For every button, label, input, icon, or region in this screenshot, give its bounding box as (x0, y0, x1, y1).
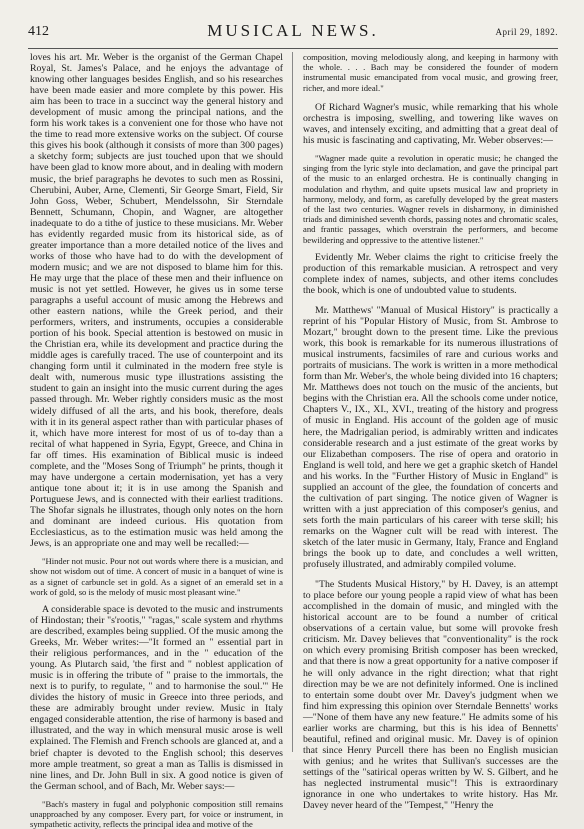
block-quote: "Bach's mastery in fugal and polyphonic composition still remains unapproached by any composer. Every part, for voice or instrument, in sympathetic activity, reflects the principal idea and motive of the (30, 798, 283, 829)
issue-date: April 29, 1892. (495, 27, 558, 37)
left-column (30, 52, 284, 829)
column-divider (292, 52, 293, 752)
article-paragraph: Mr. Matthews' "Manual of Musical History" is practically a reprint of his "Popular History of Music, from St. Ambrose to Mozart," brought down to the present time. Like the previous work, this book is remarkable for its numerous illustrations of musical instruments, facsimiles of rare and curious works and portraits of musicians. The work is written in a more methodical form than Mr. Weber's, the whole being divided into 16 chapters; Mr. Matthews does not touch on the music of the ancients, but begins with the Christian era. All the schools come under notice, Chapters V., IX., XI., XVI., treating of the history and progress of music in England. His account of the golden age of music here, the Madrigalian period, is admirably written and indicates considerable research and a just estimate of the great works by our Elizabethan composers. The rise of opera and oratorio in England is well told, and here we get a graphic sketch of Handel and his works. In the "Further History of Music in England" is supplied an account of the glee, the foundation of concerts and the cultivation of part singing. The notice given of Wagner is written with a just appreciation of this composer's genius, and sets forth the main particulars of his career with terse skill; his remarks on the Wagner cult will be read with interest. The sketch of the later music in Germany, Italy, France and England brings the book up to date, and concludes a well written, profusely illustrated, and admirably compiled volume. (303, 305, 558, 571)
page-number: 412 (28, 24, 49, 39)
article-paragraph: A considerable space is devoted to the music and instruments of Hindostan; their "s'rootis," "ragas," scale system and rhythms are described, examples being supplied. Of the music among the Greeks, Mr. Weber writes:—"It formed an " essential part in their religious performances, and in the " education of the young. As Plutarch said, 'the first and " noblest application of music is in offering the tribute of " praise to the immortals, the next is to purify, to regulate, " and to harmonise the soul.'" He divides the history of music in Greece into three periods, and these are admirably brought under review. Music in Italy engaged considerable attention, the rise of harmony is based and illustrated, and the way in which mensural music arose is well explained. The Flemish and French schools are glanced at, and a brief chapter is devoted to the English school; this deserves more ample treatment, so great a man as Tallis is dismissed in nine lines, and Dr. John Bull in six. A good notice is given of the German school, and of Bach, Mr. Weber says:— (30, 603, 284, 792)
page-header (28, 21, 558, 47)
header-rule (28, 48, 558, 49)
block-quote: "Hinder not music. Pour not out words where there is a musician, and show not wisdom out of time. A concert of music in a banquet of wine is as a signet of carbuncle set in gold. As a signet of an emerald set in a work of gold, so is the melody of music most pleasant wine." (30, 556, 283, 597)
masthead-title: MUSICAL NEWS. (207, 21, 379, 40)
article-paragraph: loves his art. Mr. Weber is the organist of the German Chapel Royal, St. James's Palace, and he enjoys the advantage of knowing other languages besides English, and so his researches have been made easier and more complete by this power. His aim has been to trace in a succinct way the general history and development of music among the principal nations, and the form his work takes is a convenient one for those who have not the time to read more extensive works on the subject. Of course this gives his book (although it consists of more than 300 pages) a sketchy form; subjects are just touched upon that we should have been glad to know more about, and in dealing with modern music, the brief paragraphs he devotes to such men as Rossini, Cherubini, Auber, Arne, Clementi, Sir George Smart, Field, Sir John Goss, Weber, Schubert, Mendelssohn, Sir Sterndale Bennett, Schumann, Chopin, and Wagner, are altogether inadequate to do a tithe of justice to these musicians. Mr. Weber has evidently regarded music from its historical side, as of greater importance than a more detailed notice of the lives and works of those who have had to do with the development of modern music; and we are not disposed to blame him for this. He may urge that the place of these men and their influence on music is not yet settled. However, he gives us in some terse paragraphs a useful account of music among the Hebrews and other eastern nations, while the Greek period, and their performers, writers, and instruments, occupies a considerable portion of his book. Special attention is bestowed on music in the Christian era, while its development and practice during the middle ages is carefully traced. The use of counterpoint and its changing form until it culminated in the modern free style is dealt with, numerous music type illustrations assisting the student to gain an insight into the music current during the ages passed through. Mr. Weber rightly considers music as the most widely diffused of all the arts, and his book, therefore, deals with it in its general aspect rather than with particular phases of it, which have more interest for most of us of to-day than a recital of what happened in Syria, Egypt, Greece, and China in far off times. His examination of Biblical music is indeed complete, and the "Moses Song of Triumph" he prints, though it may have undergone a certain modernisation, yet has a very antique tone about it; it is in use among the Spanish and Portuguese Jews, and is connected with their earliest traditions. The Shofar signals he illustrates, though only notes on the horn and dominant are indeed curious. His quotation from Ecclesiasticus, as to the estimation music was held among the Jews, is an appropriate one and may well be recalled:— (30, 52, 283, 550)
article-paragraph: Of Richard Wagner's music, while remarking that his whole orchestra is imposing, swelling, and towering like waves on waves, and intensely exciting, and admitting that a great deal of his music is fascinating and captivating, Mr. Weber observes:— (303, 101, 558, 146)
article-paragraph: Evidently Mr. Weber claims the right to criticise freely the production of this remarkable musician. A retrospect and very complete index of names, subjects, and other items concludes the book, which is one of undoubted value to students. (303, 251, 558, 296)
block-quote-continued: composition, moving melodiously along, and keeping in harmony with the whole. . . . Bach may be considered the founder of modern instrumental music emancipated from vocal music, and growing freer, richer, and more ideal." (303, 52, 558, 93)
article-paragraph: "The Students Musical History," by H. Davey, is an attempt to place before our young people a rapid view of what has been accomplished in the domain of music, and mingled with the historical account are to be found a number of critical observations of a certain value, but some will provoke fresh criticism. Mr. Davey believes that "conventionality" is the rock on which every promising British composer has been wrecked, and that there is now a great opportunity for a native composer if he will only advance in the right direction; what that right direction may be we are not definitely informed. One is inclined to entertain some doubt over Mr. Davey's judgment when we find him expressing this opinion over Sterndale Bennetts' works—"None of them have any new feature." He admits some of his earlier works are charming, but this is his idea of Bennetts' beautiful, refined and original music. Mr. Davey is of opinion that since Henry Purcell there has been no English musician with genius; and he writes that Sullivan's successes are the settings of the "satirical operas written by W. S. Gilbert, and he has neglected instrumental music"! This is extraordinary ignorance in one who undertakes to write history. Has Mr. Davey never heard of the "Tempest," "Henry the (303, 579, 558, 812)
right-column (303, 52, 558, 812)
block-quote: "Wagner made quite a revolution in operatic music; he changed the singing from the lyric style into declamation, and gave the principal part of the music to an enlarged orchestra. He is continually changing in modulation and rhythm, and quite upsets musical law and propriety in harmony, melody, and form, as carefully developed by the great masters of the last two centuries. Wagner revels in disharmony, in diminished triads and diminished seventh chords, passing notes and chromatic scales, and frantic passages, which overstrain the performers, and become bewildering and oppressive to the attentive listener." (303, 153, 558, 245)
